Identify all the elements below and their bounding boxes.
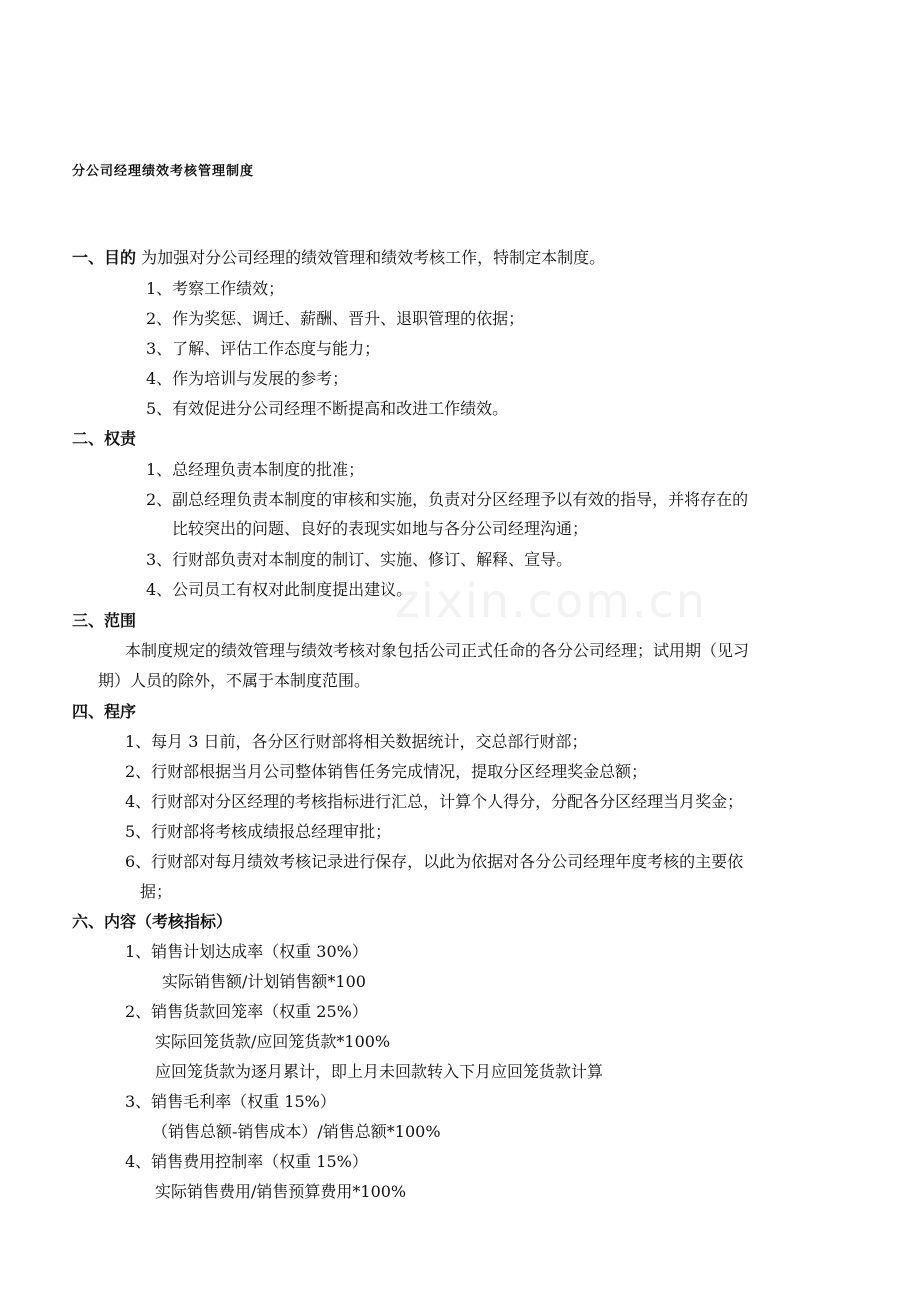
list-item: 1、考察工作绩效； [146, 279, 285, 298]
list-item: 3、了解、评估工作态度与能力； [146, 339, 381, 358]
metric-formula: 实际销售额/计划销售额*100 [162, 972, 366, 991]
metric-title: 3、销售毛利率（权重 15%） [125, 1092, 336, 1111]
paragraph-line: 期）人员的除外，不属于本制度范围。 [98, 671, 371, 690]
section-2-heading: 二、权责 [72, 429, 137, 448]
section-1-line [72, 248, 605, 268]
metric-title: 4、销售费用控制率（权重 15%） [125, 1152, 368, 1171]
list-item: 2、行财部根据当月公司整体销售任务完成情况，提取分区经理奖金总额； [125, 762, 648, 781]
list-item-continuation: 比较突出的问题、良好的表现实如地与各分公司经理沟通； [172, 519, 589, 538]
section-3-heading: 三、范围 [72, 611, 137, 630]
list-item: 5、行财部将考核成绩报总经理审批； [125, 822, 392, 841]
metric-note: 应回笼货款为逐月累计，即上月未回款转入下月应回笼货款计算 [155, 1062, 604, 1081]
metric-formula: 实际销售费用/销售预算费用*100% [155, 1182, 407, 1201]
list-item: 3、行财部负责对本制度的制订、实施、修订、解释、宣导。 [146, 550, 573, 569]
document-title: 分公司经理绩效考核管理制度 [72, 164, 255, 179]
paragraph-line: 本制度规定的绩效管理与绩效考核对象包括公司正式任命的各分公司经理；试用期（见习 [125, 641, 750, 660]
list-item: 1、总经理负责本制度的批准； [146, 460, 365, 479]
list-item: 4、公司员工有权对此制度提出建议。 [146, 580, 413, 599]
metric-title: 1、销售计划达成率（权重 30%） [125, 942, 368, 961]
list-item-continuation: 据； [140, 882, 173, 901]
section-1-heading: 一、目的 [72, 248, 137, 267]
list-item: 2、作为奖惩、调迁、薪酬、晋升、退职管理的依据； [146, 309, 525, 328]
metric-formula: （销售总额-销售成本）/销售总额*100% [152, 1122, 441, 1141]
metric-formula: 实际回笼货款/应回笼货款*100% [155, 1032, 391, 1051]
list-item: 4、行财部对分区经理的考核指标进行汇总，计算个人得分，分配各分区经理当月奖金； [125, 792, 744, 811]
list-item: 5、有效促进分公司经理不断提高和改进工作绩效。 [146, 399, 509, 418]
list-item: 4、作为培训与发展的参考； [146, 369, 349, 388]
watermark: zixin.com.cn [395, 574, 708, 628]
list-item: 2、副总经理负责本制度的审核和实施，负责对分区经理予以有效的指导，并将存在的 [146, 490, 749, 509]
list-item: 6、行财部对每月绩效考核记录进行保存，以此为依据对各分公司经理年度考核的主要依 [125, 852, 744, 871]
section-1-intro: 为加强对分公司经理的绩效管理和绩效考核工作，特制定本制度。 [136, 248, 606, 267]
list-item: 1、每月 3 日前，各分区行财部将相关数据统计，交总部行财部； [125, 732, 588, 751]
metric-title: 2、销售货款回笼率（权重 25%） [125, 1002, 368, 1021]
section-6-heading: 六、内容（考核指标） [72, 912, 233, 931]
section-4-heading: 四、程序 [72, 702, 137, 721]
